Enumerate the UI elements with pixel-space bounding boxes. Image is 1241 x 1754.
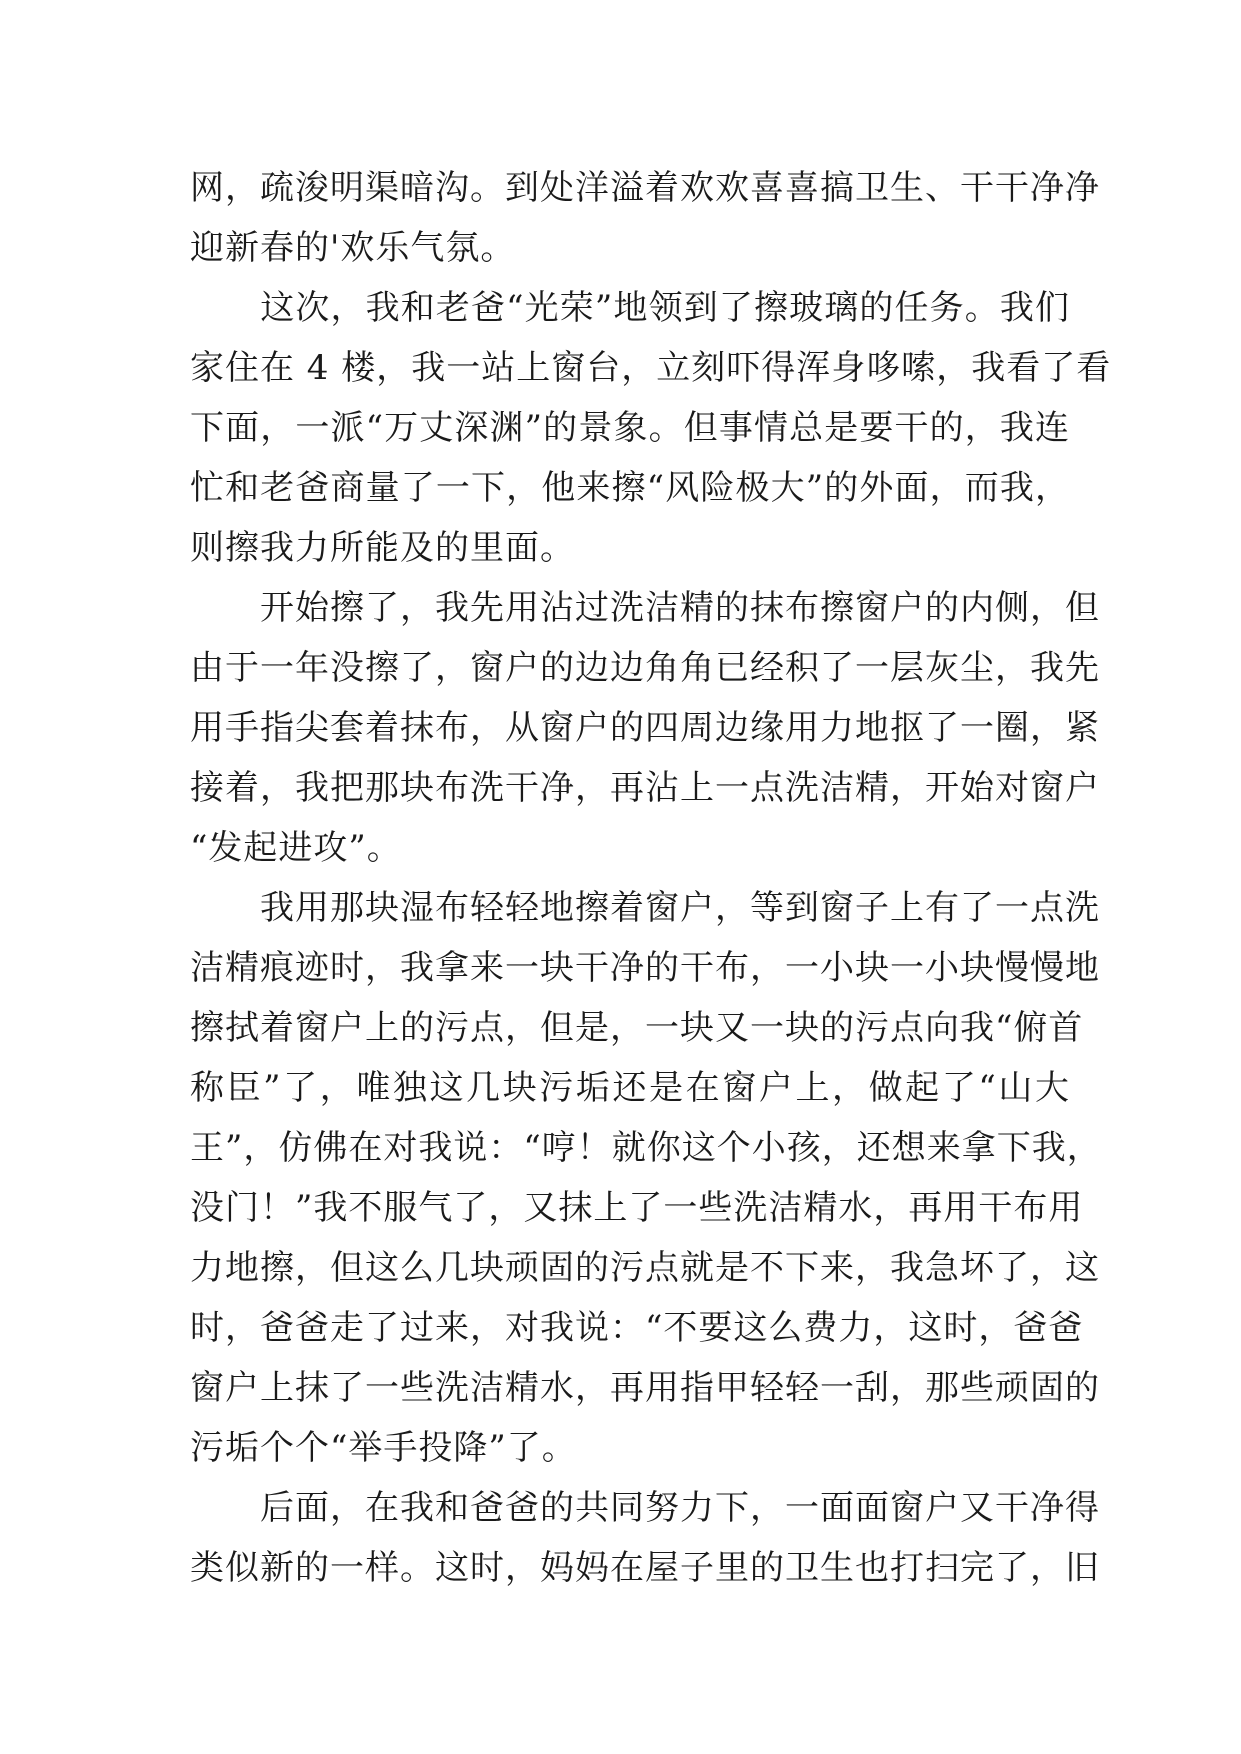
paragraph	[190, 578, 1100, 878]
text-line: 污垢个个“举手投降”了。	[190, 1428, 577, 1468]
text-line: 家住在 4 楼，我一站上窗台，立刻吓得浑身哆嗦，我看了看	[190, 348, 1112, 388]
text-line: 类似新的一样。这时，妈妈在屋子里的卫生也打扫完了，旧	[190, 1548, 1100, 1588]
text-line: 下面，一派“万丈深渊”的景象。但事情总是要干的，我连	[190, 408, 1070, 448]
text-line: 力地擦，但这么几块顽固的污点就是不下来，我急坏了，这	[190, 1248, 1100, 1288]
text-line: 网，疏浚明渠暗沟。到处洋溢着欢欢喜喜搞卫生、干干净净	[190, 168, 1100, 208]
article-body	[190, 158, 1112, 1598]
paragraph	[190, 1478, 1100, 1598]
text-line: 这次，我和老爸“光荣”地领到了擦玻璃的任务。我们	[190, 288, 1070, 328]
text-line: 窗户上抹了一些洗洁精水，再用指甲轻轻一刮，那些顽固的	[190, 1368, 1100, 1408]
text-line: 则擦我力所能及的里面。	[190, 528, 575, 568]
text-line: 没门！”我不服气了，又抹上了一些洗洁精水，再用干布用	[190, 1188, 1084, 1228]
text-line: 擦拭着窗户上的污点，但是，一块又一块的污点向我“俯首	[190, 1008, 1084, 1048]
paragraph	[190, 158, 1100, 278]
text-line: 用手指尖套着抹布，从窗户的四周边缘用力地抠了一圈，紧	[190, 708, 1100, 748]
text-line: 忙和老爸商量了一下，他来擦“风险极大”的外面，而我，	[190, 468, 1070, 508]
text-line: 开始擦了，我先用沾过洗洁精的抹布擦窗户的内侧，但	[190, 588, 1100, 628]
text-line: 洁精痕迹时，我拿来一块干净的干布，一小块一小块慢慢地	[190, 948, 1100, 988]
text-line: 时，爸爸走了过来，对我说：“不要这么费力，这时，爸爸	[190, 1308, 1084, 1348]
text-line: 迎新春的'欢乐气氛。	[190, 228, 516, 268]
text-line: 称臣”了，唯独这几块污垢还是在窗户上，做起了“山大	[190, 1068, 1070, 1108]
paragraph	[190, 278, 1112, 578]
text-line: “发起进攻”。	[190, 828, 402, 868]
text-line: 由于一年没擦了，窗户的边边角角已经积了一层灰尘，我先	[190, 648, 1100, 688]
text-line: 我用那块湿布轻轻地擦着窗户，等到窗子上有了一点洗	[190, 888, 1100, 928]
text-line: 王”，仿佛在对我说：“哼！就你这个小孩，还想来拿下我，	[190, 1128, 1102, 1168]
paragraph	[190, 878, 1102, 1478]
text-line: 接着，我把那块布洗干净，再沾上一点洗洁精，开始对窗户	[190, 768, 1100, 808]
text-line: 后面，在我和爸爸的共同努力下，一面面窗户又干净得	[190, 1488, 1100, 1528]
